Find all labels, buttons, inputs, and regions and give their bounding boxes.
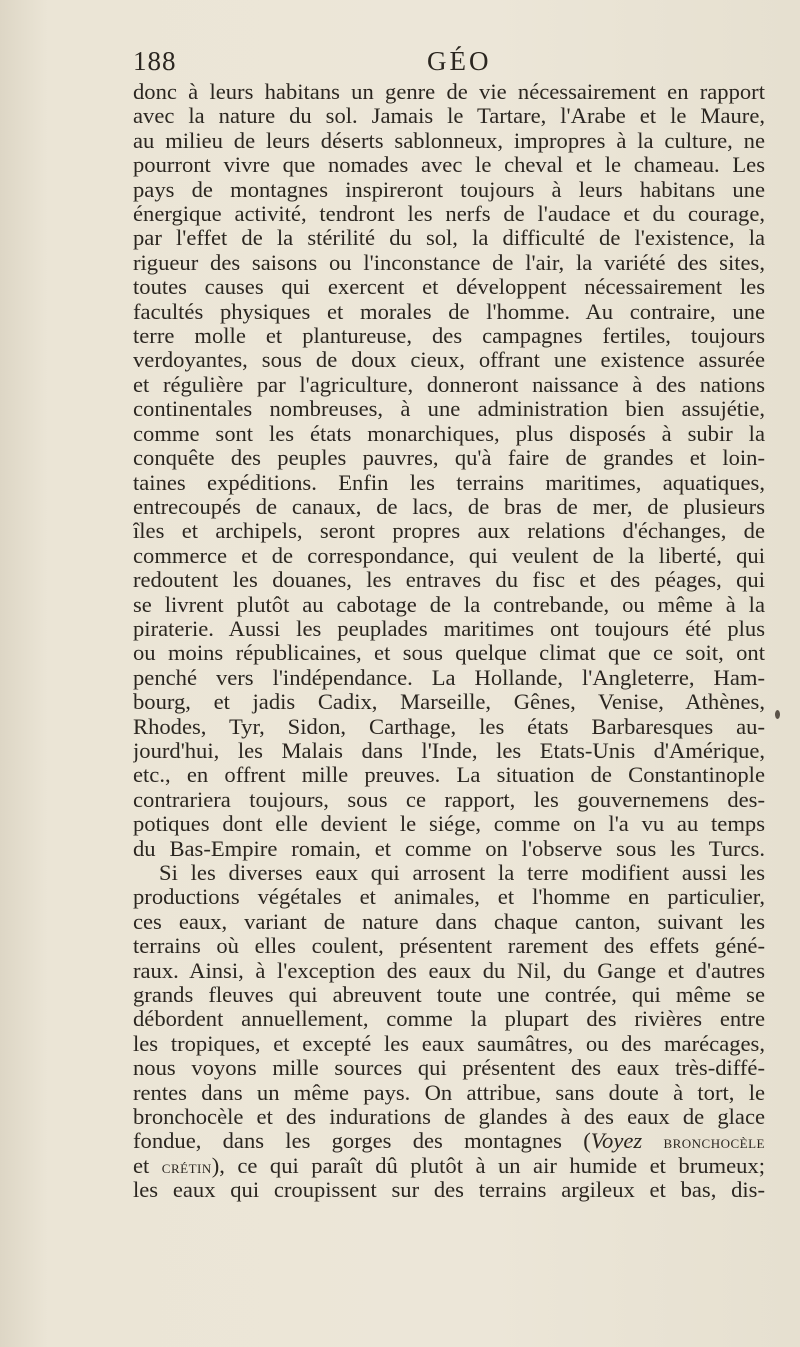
- text-line: avec la nature du sol. Jamais le Tartare, l'Arabe et le Maure,: [133, 104, 765, 129]
- text-line: îles et archipels, seront propres aux relations d'échanges, de: [133, 519, 765, 544]
- text-line: rigueur des saisons ou l'inconstance de l'air, la variété des sites,: [133, 250, 765, 275]
- cross-reference-bronchocele: bronchocèle: [663, 1132, 765, 1154]
- text-line: et régulière par l'agriculture, donneront naissance à des nations: [133, 372, 765, 397]
- text-line: piraterie. Aussi les peuplades maritimes ont toujours été plus: [133, 616, 765, 641]
- text-line-with-reference: [133, 1154, 765, 1178]
- text-line: se livrent plutôt au cabotage de la contrebande, ou même à la: [133, 592, 765, 617]
- text-line: Rhodes, Tyr, Sidon, Carthage, les états Barbaresques au-: [133, 714, 765, 739]
- text-line: donc à leurs habitans un genre de vie nécessairement en rapport: [133, 80, 765, 104]
- cross-reference-cretin: crétin: [161, 1156, 212, 1178]
- text-line: terre molle et plantureuse, des campagnes fertiles, toujours: [133, 324, 765, 349]
- text-line: continentales nombreuses, à une administration bien assujétie,: [133, 397, 765, 422]
- text-line: verdoyantes, sous de doux cieux, offrant une existence assurée: [133, 348, 765, 373]
- text-line: potiques dont elle devient le siége, comme on l'a vu au temps: [133, 812, 765, 837]
- text-fragment: et: [133, 1153, 162, 1178]
- text-line: ou moins républicaines, et sous quelque climat que ce soit, ont: [133, 641, 765, 666]
- body-text: [133, 80, 765, 1203]
- text-line: jourd'hui, les Malais dans l'Inde, les Etats-Unis d'Amérique,: [133, 738, 765, 763]
- text-line: penché vers l'indépendance. La Hollande, l'Angleterre, Ham-: [133, 665, 765, 690]
- text-line: pays de montagnes inspireront toujours à leurs habitans une: [133, 177, 765, 202]
- text-line: nous voyons mille sources qui présentent des eaux très-diffé-: [133, 1056, 765, 1081]
- text-line-with-reference: [133, 1129, 765, 1153]
- text-line: terrains où elles coulent, présentent rarement des effets géné-: [133, 934, 765, 959]
- text-line: productions végétales et animales, et l'homme en particulier,: [133, 885, 765, 910]
- ink-blot-mark: [775, 710, 780, 719]
- text-line: comme sont les états monarchiques, plus disposés à subir la: [133, 421, 765, 446]
- text-line: taines expéditions. Enfin les terrains maritimes, aquatiques,: [133, 470, 765, 495]
- paragraph-start-line: Si les diverses eaux qui arrosent la terre modifient aussi les: [159, 861, 765, 885]
- text-line: ces eaux, variant de nature dans chaque canton, suivant les: [133, 909, 765, 934]
- text-fragment: fondue, dans les gorges des montagnes (: [133, 1129, 591, 1154]
- text-line: contrariera toujours, sous ce rapport, les gouvernemens des-: [133, 787, 765, 812]
- text-line: énergique activité, tendront les nerfs de l'audace et du courage,: [133, 202, 765, 227]
- text-line: pourront vivre que nomades avec le cheval et le chameau. Les: [133, 153, 765, 178]
- text-line: bronchocèle et des indurations de glandes à des eaux de glace: [133, 1105, 765, 1130]
- page-number: 188: [133, 46, 177, 76]
- text-line: les eaux qui croupissent sur des terrains argileux et bas, dis-: [133, 1178, 765, 1203]
- text-line: par l'effet de la stérilité du sol, la difficulté de l'existence, la: [133, 226, 765, 251]
- text-line: etc., en offrent mille preuves. La situation de Constantinople: [133, 763, 765, 788]
- text-line: conquête des peuples pauvres, qu'à faire de grandes et loin-: [133, 446, 765, 471]
- text-line: commerce et de correspondance, qui veulent de la liberté, qui: [133, 543, 765, 568]
- text-line: toutes causes qui exercent et développent nécessairement les: [133, 275, 765, 300]
- running-head: GÉO: [427, 46, 492, 76]
- text-line: facultés physiques et morales de l'homme. Au contraire, une: [133, 299, 765, 324]
- text-line: débordent annuellement, comme la plupart des rivières entre: [133, 1007, 765, 1032]
- text-line: bourg, et jadis Cadix, Marseille, Gênes, Venise, Athènes,: [133, 690, 765, 715]
- voyez-italic: Voyez: [590, 1129, 643, 1154]
- text-fragment: ), ce qui paraît dû plutôt à un air humide et brumeux;: [211, 1153, 765, 1178]
- text-line: du Bas-Empire romain, et comme on l'observe sous les Turcs.: [133, 836, 765, 861]
- text-line: rentes dans un même pays. On attribue, sans doute à tort, le: [133, 1080, 765, 1105]
- text-line: grands fleuves qui abreuvent toute une contrée, qui même se: [133, 983, 765, 1008]
- text-line: les tropiques, et excepté les eaux saumâtres, ou des marécages,: [133, 1031, 765, 1056]
- text-line: raux. Ainsi, à l'exception des eaux du Nil, du Gange et d'autres: [133, 958, 765, 983]
- text-line: redoutent les douanes, les entraves du fisc et des péages, qui: [133, 568, 765, 593]
- text-line: entrecoupés de canaux, de lacs, de bras de mer, de plusieurs: [133, 494, 765, 519]
- text-line: au milieu de leurs déserts sablonneux, impropres à la culture, ne: [133, 128, 765, 153]
